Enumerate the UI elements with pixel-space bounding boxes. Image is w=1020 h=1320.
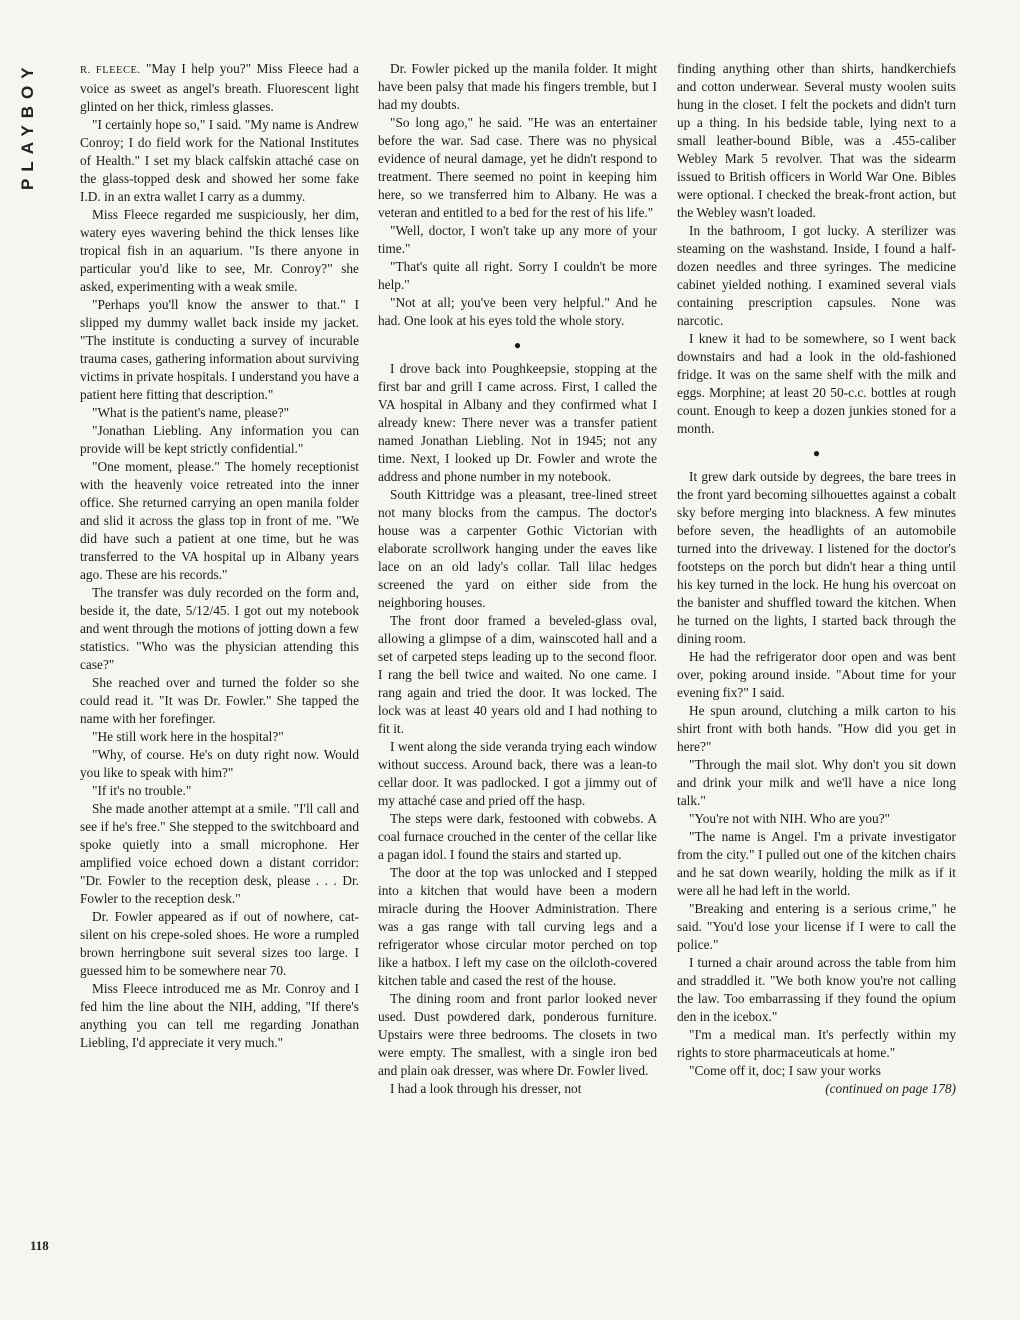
article-paragraph <box>80 746 359 782</box>
paragraph-text: The door at the top was unlocked and I stepped into a kitchen that would have been a modern miracle during the Hoover Administration. There was a gas range with tall curving legs and a refrigerator whose circular motor perched on top like a hatbox. I left my case on the oilcloth-covered kitchen table and cased the rest of the house. <box>378 865 657 988</box>
article-paragraph <box>378 738 657 810</box>
paragraph-text: She reached over and turned the folder so she could read it. "It was Dr. Fowler." She tapped the name with her forefinger. <box>80 675 359 726</box>
paragraph-text: "The name is Angel. I'm a private investigator from the city." I pulled out one of the kitchen chairs and he sat down wearily, holding the milk as if it were all he had left in the world. <box>677 829 956 898</box>
paragraph-text: "I certainly hope so," I said. "My name is Andrew Conroy; I do field work for the National Institutes of Health." I set my black calfskin attaché case on the glass-topped desk and showed her some fake I.D. in an extra wallet I carry as a dummy. <box>80 117 359 204</box>
paragraph-text: "Jonathan Liebling. Any information you can provide will be kept strictly confidential." <box>80 423 359 456</box>
paragraph-text: Miss Fleece regarded me suspiciously, her dim, watery eyes wavering behind the thick lenses like tropical fish in an aquarium. "Is there anyone in particular you'd like to see, Mr. Conroy?" she asked, experimenting with a weak smile. <box>80 207 359 294</box>
paragraph-text: The transfer was duly recorded on the form and, beside it, the date, 5/12/45. I got out my notebook and went through the motions of jotting down a few statistics. "Who was the physician attending this case?" <box>80 585 359 672</box>
article-paragraph <box>378 60 657 114</box>
paragraph-text: "Through the mail slot. Why don't you sit down and drink your milk and we'll have a nice long talk." <box>677 757 956 808</box>
continued-note: (continued on page 178) <box>825 1081 956 1096</box>
paragraph-text: He had the refrigerator door open and was bent over, poking around inside. "About time for your evening fix?" I said. <box>677 649 956 700</box>
article-paragraph <box>80 404 359 422</box>
paragraph-text: "May I help you?" Miss Fleece had a voice as sweet as angel's breath. Fluorescent light glinted on her thick, rimless glasses. <box>80 61 359 114</box>
article-paragraph <box>80 908 359 980</box>
article-paragraph <box>677 330 956 438</box>
paragraph-text: The dining room and front parlor looked never used. Dust powdered dark, ponderous furniture. Upstairs were three bedrooms. The closets in two were empty. The smallest, with a single iron bed and plain oak dresser, was where Dr. Fowler lived. <box>378 991 657 1078</box>
paragraph-text: "If it's no trouble." <box>92 783 192 798</box>
article-paragraph <box>378 486 657 612</box>
paragraph-text: "Come off it, doc; I saw your works <box>689 1063 881 1078</box>
paragraph-text: Dr. Fowler appeared as if out of nowhere, cat-silent on his crepe-soled shoes. He wore a rumpled brown herringbone suit several sizes too large. I guessed him to be somewhere near 70. <box>80 909 359 978</box>
paragraph-text: "What is the patient's name, please?" <box>92 405 290 420</box>
article-paragraph <box>677 702 956 756</box>
paragraph-text: I drove back into Poughkeepsie, stopping at the first bar and grill I came across. First, I called the VA hospital in Albany and they confirmed what I already knew: There never was a transfer patient named Jonathan Liebling. Not in 1945; not any time. Next, I looked up Dr. Fowler and wrote the address and phone number in my notebook. <box>378 361 657 484</box>
paragraph-text: I knew it had to be somewhere, so I went back downstairs and had a look in the old-fashioned fridge. It was on the same shelf with the milk and eggs. Morphine; at least 20 50-c.c. bottles at rough count. Enough to keep a dozen junkies stoned for a month. <box>677 331 956 436</box>
article-paragraph <box>378 294 657 330</box>
magazine-spine-title <box>18 60 44 280</box>
paragraph-text: He spun around, clutching a milk carton to his shirt front with both hands. "How did you get in here?" <box>677 703 956 754</box>
magazine-name: PLAYBOY <box>18 60 37 190</box>
paragraph-text: In the bathroom, I got lucky. A sterilizer was steaming on the washstand. Inside, I found a half-dozen needles and three syringes. The medicine cabinet yielded nothing. I examined several vials containing prescription capsules. None was narcotic. <box>677 223 956 328</box>
article-paragraph <box>677 756 956 810</box>
paragraph-text: I turned a chair around across the table from him and straddled it. "We both know you're not calling the law. Too embarrassing if they found the opium den in the icebox." <box>677 955 956 1024</box>
article-paragraph <box>677 1062 956 1080</box>
article-paragraph <box>378 990 657 1080</box>
paragraph-text: South Kittridge was a pleasant, tree-lined street not many blocks from the campus. The doctor's house was a carpenter Gothic Victorian with elaborate scrollwork hanging under the eaves like lace on an old lady's collar. Tall lilac hedges screened the yard on either side from the neighboring houses. <box>378 487 657 610</box>
paragraph-text: It grew dark outside by degrees, the bare trees in the front yard becoming silhouettes against a cobalt sky before merging into blackness. A few minutes before seven, the headlights of an automobile turned into the driveway. I listened for the doctor's footsteps on the porch but didn't hear a thing until his key turned in the lock. He hung his overcoat on the banister and shuffled toward the kitchen. When he turned on the lights, I started back through the dining room. <box>677 469 956 646</box>
paragraph-text: "Breaking and entering is a serious crime," he said. "You'd lose your license if I were to call the police." <box>677 901 956 952</box>
text-column-2 <box>378 60 657 1098</box>
paragraph-text: The front door framed a beveled-glass oval, allowing a glimpse of a dim, wainscoted hall and a set of carpeted steps leading up to the second floor. I rang the bell twice and waited. No one came. I rang again and tried the door. It was locked. The lock was at least 40 years old and I had nothing to fit it. <box>378 613 657 736</box>
article-paragraph <box>378 1080 657 1098</box>
article-paragraph <box>378 864 657 990</box>
paragraph-text: She made another attempt at a smile. "I'll call and see if he's free." She stepped to the switchboard and spoke quietly into a small microphone. Her amplified voice echoed down a distant corridor: "Dr. Fowler to the reception desk, please . . . Dr. Fowler to the reception desk." <box>80 801 359 906</box>
paragraph-text: Miss Fleece introduced me as Mr. Conroy and I fed him the line about the NIH, adding, "If there's anything you can tell me regarding Jonathan Liebling, I'd appreciate it very much." <box>80 981 359 1050</box>
paragraph-text: "Well, doctor, I won't take up any more of your time." <box>378 223 657 256</box>
article-paragraph <box>80 584 359 674</box>
text-column-1 <box>80 60 359 1052</box>
article-paragraph <box>80 206 359 296</box>
article-paragraph <box>80 728 359 746</box>
paragraph-text: finding anything other than shirts, handkerchiefs and cotton underwear. Several musty woolen suits hung in the closet. I felt the pockets and didn't turn up a thing. In his bedside table, lying next to a small leather-bound Bible, was a .455-caliber Webley Mark 5 revolver. That was the sidearm issued to British officers in World War One. Bibles were optional. I checked the break-front action, but the Webley wasn't loaded. <box>677 61 956 220</box>
paragraph-text: "He still work here in the hospital?" <box>92 729 284 744</box>
paragraph-text: I went along the side veranda trying each window without success. Around back, there was a lean-to cellar door. It was padlocked. I got a jimmy out of my attaché case and pried off the hasp. <box>378 739 657 808</box>
paragraph-text: "Perhaps you'll know the answer to that." I slipped my dummy wallet back inside my jacket. "The institute is conducting a survey of incurable trauma cases, gathering information about surviving victims in private hospitals. I understand you have a patient here fitting that description." <box>80 297 359 402</box>
paragraph-text: The steps were dark, festooned with cobwebs. A coal furnace crouched in the center of the cellar like a pagan idol. I found the stairs and started up. <box>378 811 657 862</box>
article-paragraph <box>80 800 359 908</box>
article-paragraph <box>677 810 956 828</box>
text-column-3 <box>677 60 956 1098</box>
paragraph-text: Dr. Fowler picked up the manila folder. It might have been palsy that made his fingers tremble, but I had my doubts. <box>378 61 657 112</box>
article-paragraph <box>378 810 657 864</box>
paragraph-text: "I'm a medical man. It's perfectly within my rights to store pharmaceuticals at home." <box>677 1027 956 1060</box>
article-paragraph <box>378 612 657 738</box>
page-number: 118 <box>30 1238 49 1253</box>
article-paragraph <box>378 258 657 294</box>
paragraph-text: I had a look through his dresser, not <box>390 1081 582 1096</box>
section-separator: ● <box>812 446 821 460</box>
article-paragraph <box>378 114 657 222</box>
article-paragraph <box>80 296 359 404</box>
article-paragraph <box>677 60 956 222</box>
paragraph-text: "That's quite all right. Sorry I couldn't be more help." <box>378 259 657 292</box>
article-paragraph <box>677 954 956 1026</box>
article-paragraph <box>677 468 956 648</box>
article-paragraph <box>677 828 956 900</box>
article-paragraph <box>677 1026 956 1062</box>
paragraph-text: "So long ago," he said. "He was an entertainer before the war. Sad case. There was no physical evidence of neural damage, yet he didn't respond to treatment. There seemed no point in keeping him here, so we transferred him to Albany. He was a veteran and entitled to a bed for the rest of his life." <box>378 115 657 220</box>
article-paragraph <box>677 648 956 702</box>
article-paragraph <box>378 360 657 486</box>
article-paragraph <box>677 222 956 330</box>
article-paragraph <box>80 458 359 584</box>
paragraph-text: "Why, of course. He's on duty right now. Would you like to speak with him?" <box>80 747 359 780</box>
article-paragraph <box>378 222 657 258</box>
paragraph-text: "Not at all; you've been very helpful." And he had. One look at his eyes told the whole story. <box>378 295 657 328</box>
paragraph-text: "One moment, please." The homely receptionist with the heavenly voice retreated into the inner office. She returned carrying an open manila folder and slid it across the glass top in front of me. "We did have such a patient at one time, but he was transferred to the VA hospital up in Albany years ago. These are his records." <box>80 459 359 582</box>
article-paragraph <box>80 782 359 800</box>
article-paragraph <box>677 900 956 954</box>
lead-in-text: R. FLEECE. <box>80 65 141 76</box>
article-paragraph <box>80 116 359 206</box>
section-separator: ● <box>513 338 522 352</box>
paragraph-text: "You're not with NIH. Who are you?" <box>689 811 891 826</box>
article-paragraph <box>80 980 359 1052</box>
article-paragraph <box>80 422 359 458</box>
article-paragraph <box>80 674 359 728</box>
article-paragraph <box>80 60 359 116</box>
